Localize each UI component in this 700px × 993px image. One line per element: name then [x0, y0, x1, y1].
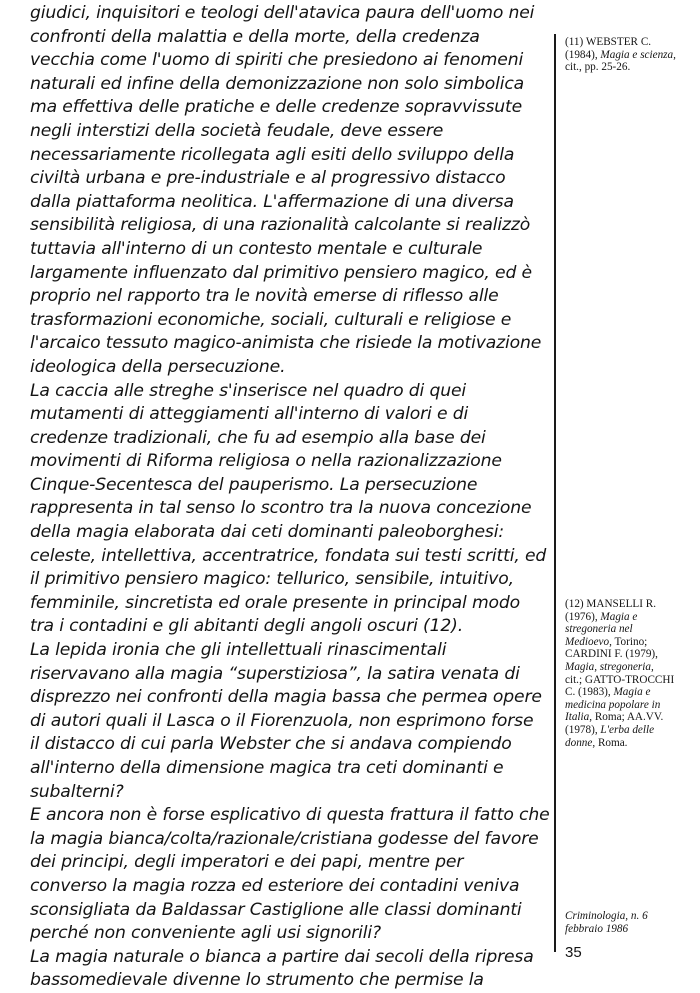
footnote-12-line	[565, 724, 697, 737]
text-line: trasformazioni economiche, sociali, culturali e religiose e	[30, 309, 512, 330]
text-line: La magia naturale o bianca a partire dai secoli della ripresa	[30, 946, 534, 967]
footnote-11-line: (11) WEBSTER C.	[565, 36, 652, 48]
text-line: movimenti di Riforma religiosa o nella razionalizzazione	[30, 451, 502, 472]
text-line: rappresenta in tal senso lo scontro tra la nuova concezione	[30, 498, 532, 519]
footnote-11-line: cit., pp. 25-26.	[565, 61, 631, 74]
text-line: E ancora non è forse esplicativo di questa frattura il fatto che	[30, 805, 550, 826]
footnote-12-line	[565, 737, 697, 750]
text-line: dei principi, degli imperatori e dei papi, mentre per	[30, 852, 464, 873]
footnote-12-title: L'erba delle	[600, 723, 655, 736]
text-line: ma effettiva delle pratiche e delle credenze sopravvissute	[30, 97, 523, 118]
footnote-12-line	[565, 686, 697, 699]
text-line: l'arcaico tessuto magico-animista che risiede la motivazione	[30, 333, 542, 354]
text-line: proprio nel rapporto tra le novità emerse di riflesso alle	[30, 286, 499, 307]
footnote-12-title: Medioevo	[565, 635, 610, 648]
footnote-12-text: , Roma; AA.VV.	[589, 711, 664, 724]
text-line: subalterni?	[30, 781, 124, 802]
footnote-11-line	[565, 49, 697, 62]
text-line: Cinque-Secentesca del pauperismo. La persecuzione	[30, 474, 478, 495]
text-line: il primitivo pensiero magico: tellurico, sensibile, intuitivo,	[30, 569, 514, 590]
text-line: bassomedievale divenne lo strumento che permise la	[30, 970, 484, 991]
text-line: disprezzo nei confronti della magia bassa che permea opere	[30, 687, 542, 708]
text-line: il distacco di cui parla Webster che si andava compiendo	[30, 734, 512, 755]
text-line: negli interstizi della società feudale, deve essere	[30, 120, 444, 141]
footnote-12-line	[565, 611, 697, 624]
text-line: tuttavia all'interno di un contesto mentale e culturale	[30, 238, 483, 259]
text-line: confronti della malattia e della morte, della credenza	[30, 26, 480, 47]
footnote-12-text: (1976),	[565, 610, 601, 623]
footnote-12-text: (1978),	[565, 723, 601, 736]
text-line: converso la magia rozza ed esteriore dei contadini veniva	[30, 875, 520, 896]
text-line: sensibilità religiosa, di una razionalità calcolante si realizzò	[30, 215, 531, 236]
footnote-12-title: Magia, stregoneria,	[565, 660, 654, 673]
text-line: La caccia alle streghe s'inserisce nel quadro di quei	[30, 380, 467, 401]
footnote-12-line	[565, 636, 697, 649]
journal-citation	[565, 910, 648, 935]
text-line: ideologica della persecuzione.	[30, 356, 286, 377]
text-line: dalla piattaforma neolitica. L'affermazione di una diversa	[30, 191, 514, 212]
margin-divider-rule	[554, 34, 556, 952]
journal-date: febbraio 1986	[565, 922, 629, 935]
footnote-12-line: (12) MANSELLI R.	[565, 598, 657, 610]
text-line: largamente influenzato dal primitivo pensiero magico, ed è	[30, 262, 532, 283]
footnote-12-title: Magia e	[600, 610, 638, 623]
footnote-12-text: , Torino;	[609, 635, 648, 648]
text-line: giudici, inquisitori e teologi dell'atavica paura dell'uomo nei	[30, 3, 535, 23]
text-line: necessariamente ricollegata agli esiti dello sviluppo della	[30, 144, 515, 165]
text-line: sconsigliata da Baldassar Castiglione alle classi dominanti	[30, 899, 522, 920]
footnote-12-line	[565, 711, 697, 724]
footnote-12-text: , Roma.	[592, 736, 628, 749]
text-line: La lepida ironia che gli intellettuali rinascimentali	[30, 640, 447, 661]
main-text-column	[30, 2, 550, 993]
page-number: 35	[565, 944, 582, 961]
text-line: perché non conveniente agli usi signorili?	[30, 923, 382, 944]
text-line: tra i contadini e gli abitanti degli angoli oscuri (12).	[30, 616, 464, 637]
footnote-12	[565, 598, 697, 749]
text-line: vecchia come l'uomo di spiriti che presiedono ai fenomeni	[30, 50, 524, 71]
text-line: mutamenti di atteggiamenti all'interno di valori e di	[30, 404, 469, 425]
text-line: di autori quali il Lasca o il Fiorenzuola, non esprimono forse	[30, 710, 534, 731]
footnote-12-line: cit.; GATTO-TROCCHI	[565, 673, 675, 686]
footnote-12-title: Magia e	[613, 686, 651, 699]
footnote-12-title: donne	[565, 736, 593, 749]
footnote-11-year: (1984),	[565, 48, 601, 61]
text-line: credenze tradizionali, che fu ad esempio alla base dei	[30, 427, 486, 448]
footnote-12-title: Italia	[565, 711, 590, 724]
footnote-12-title: medicina popolare in	[565, 698, 661, 711]
journal-name: Criminologia, n. 6	[565, 910, 648, 922]
text-line: naturali ed infine della demonizzazione non solo simbolica	[30, 73, 525, 94]
footnote-11-title: Magia e scienza,	[600, 48, 676, 61]
text-line: all'interno della dimensione magica tra ceti dominanti e	[30, 758, 504, 778]
text-line: della magia elaborata dai ceti dominanti paleoborghesi:	[30, 522, 504, 543]
footnote-12-title: stregoneria nel	[565, 623, 633, 636]
footnote-12-line: CARDINI F. (1979),	[565, 648, 658, 661]
text-line: riservavano alla magia “superstiziosa”, la satira venata di	[30, 663, 520, 684]
text-line: la magia bianca/colta/razionale/cristiana godesse del favore	[30, 828, 539, 849]
text-line: civiltà urbana e pre-industriale e al progressivo distacco	[30, 168, 506, 189]
text-line: celeste, intellettiva, accentratrice, fondata sui testi scritti, ed	[30, 545, 547, 566]
footnote-12-text: C. (1983),	[565, 686, 614, 699]
footnote-11	[565, 36, 697, 74]
text-line: femminile, sincretista ed orale presente in principal modo	[30, 592, 521, 613]
